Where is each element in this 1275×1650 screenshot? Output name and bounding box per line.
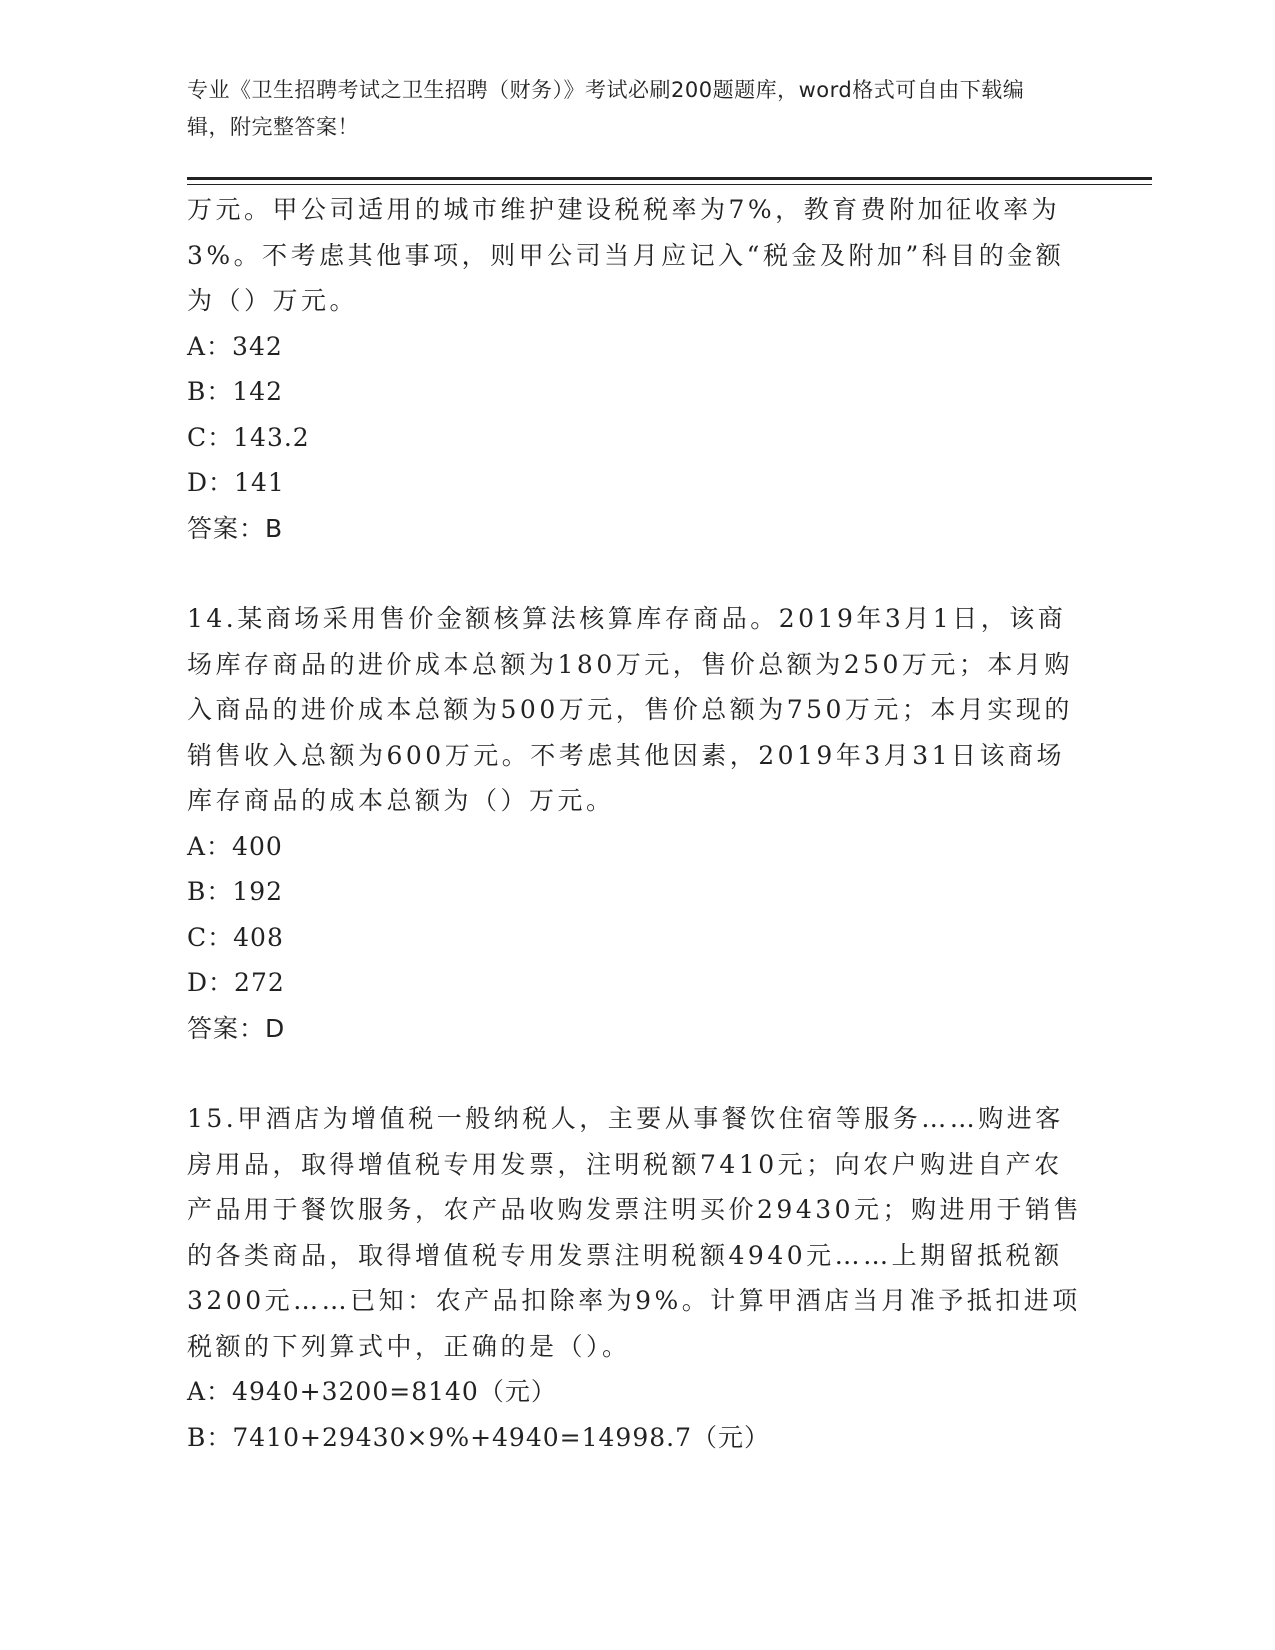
option-b: B：192	[187, 877, 284, 906]
header-divider-thick	[187, 177, 1152, 180]
document-body	[187, 187, 1087, 1460]
question-text: 14.某商场采用售价金额核算法核算库存商品。2019年3月1日，该商场库存商品的进价成本总额为180万元，售价总额为250万元；本月购入商品的进价成本总额为500万元，售价总额为750万元；本月实现的销售收入总额为600万元。不考虑其他因素，2019年3月31日该商场库存商品的成本总额为（）万元。	[187, 604, 1073, 815]
option-d: D：272	[187, 968, 285, 997]
answer-line: 答案：D	[187, 1013, 286, 1043]
option-c: C：408	[187, 922, 284, 952]
option-b: B：7410+29430×9%+4940=14998.7（元）	[187, 1422, 770, 1452]
option-d: D：141	[187, 468, 285, 497]
spacer	[187, 1051, 1087, 1096]
question-14	[187, 596, 1087, 1051]
question-text: 15.甲酒店为增值税一般纳税人，主要从事餐饮住宿等服务……购进客房用品，取得增值税专用发票，注明税额7410元；向农户购进自产农产品用于餐饮服务，农产品收购发票注明买价29430元；购进用于销售的各类商品，取得增值税专用发票注明税额4940元……上期留抵税额3200元……已知：农产品扣除率为9%。计算甲酒店当月准予抵扣进项税额的下列算式中，正确的是（）。	[187, 1104, 1083, 1361]
option-a: A：4940+3200=8140（元）	[187, 1377, 557, 1406]
question-13	[187, 187, 1087, 551]
header-divider-thin	[187, 184, 1152, 185]
option-c: C：143.2	[187, 422, 310, 452]
question-text: 万元。甲公司适用的城市维护建设税税率为7%，教育费附加征收率为3%。不考虑其他事项，则甲公司当月应记入“税金及附加”科目的金额为（）万元。	[187, 195, 1065, 315]
page-header: 专业《卫生招聘考试之卫生招聘（财务）》考试必刷200题题库，word格式可自由下载编辑，附完整答案！	[187, 78, 1025, 139]
answer-line: 答案：B	[187, 513, 284, 543]
question-15	[187, 1096, 1087, 1460]
spacer	[187, 551, 1087, 596]
option-b: B：142	[187, 377, 284, 406]
option-a: A：400	[187, 831, 283, 861]
option-a: A：342	[187, 331, 283, 361]
